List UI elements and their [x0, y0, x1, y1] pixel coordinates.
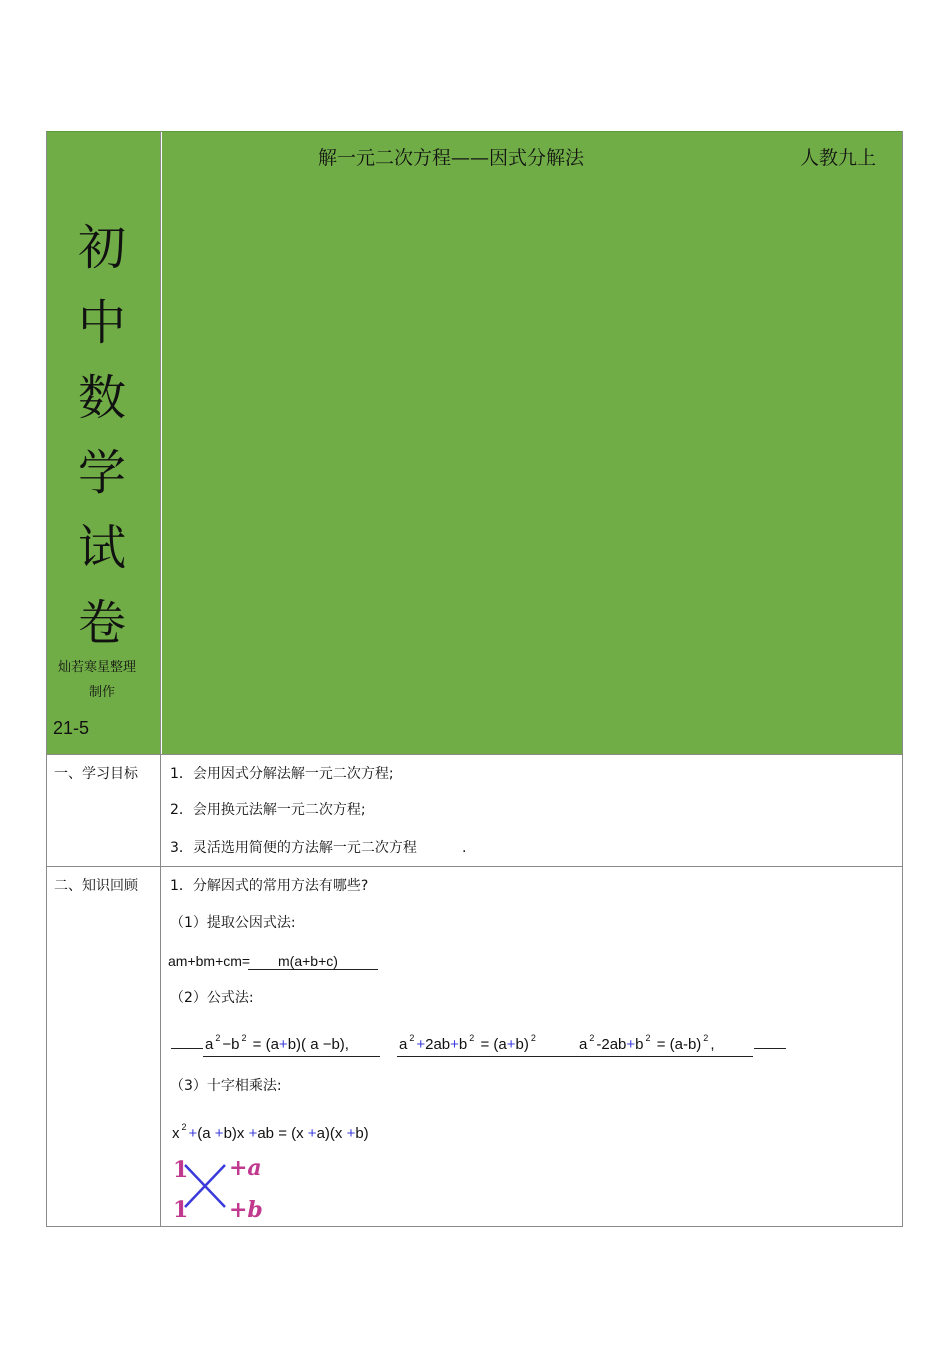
table-left-border	[46, 131, 47, 1227]
method1-answer: m(a+b+c)	[278, 953, 338, 969]
sidebar-char-6: 卷	[77, 595, 126, 651]
goal-item-3: 3．灵活选用简便的方法解一元二次方程	[170, 840, 417, 856]
table-top-border	[46, 131, 903, 132]
cross-left-bottom: 1	[173, 1197, 189, 1223]
cross-right-bottom: +b	[229, 1197, 263, 1223]
row-divider-1	[46, 754, 903, 755]
author-line-2: 制作	[89, 685, 116, 700]
formula-blank-right	[754, 1048, 786, 1049]
sidebar-char-5: 试	[77, 520, 126, 576]
review-question: 1．分解因式的常用方法有哪些?	[170, 878, 369, 894]
formula-underline-1	[203, 1056, 380, 1057]
method3-label: （3）十字相乘法:	[170, 1078, 282, 1094]
row-divider-2	[46, 866, 903, 867]
doc-code: 21-5	[53, 718, 90, 738]
cross-multiplication-diagram	[170, 1155, 270, 1225]
edition-label: 人教九上	[800, 147, 877, 169]
page-title: 解一元二次方程——因式分解法	[318, 147, 585, 169]
formula-underline-2	[397, 1056, 753, 1057]
formula-perfect-square-plus: a $^2$ +2ab+b $^2$ = (a+b) $^2$	[399, 1033, 536, 1053]
method1-label: （1）提取公因式法:	[170, 915, 296, 931]
goal-item-3-dot: .	[462, 840, 467, 856]
goal-item-1: 1．会用因式分解法解一元二次方程;	[170, 766, 394, 782]
section1-label: 一、学习目标	[54, 766, 138, 782]
header-main-block	[162, 131, 903, 754]
sidebar-char-4: 学	[77, 445, 126, 501]
sidebar-char-3: 数	[77, 370, 126, 426]
table-column-divider	[160, 131, 161, 1227]
formula-blank-left	[171, 1048, 203, 1049]
author-line-1: 灿若寒星整理	[58, 660, 137, 675]
goal-item-2: 2．会用换元法解一元二次方程;	[170, 802, 366, 818]
method1-answer-underline	[248, 969, 378, 970]
sidebar-char-1: 初	[77, 220, 126, 276]
formula-perfect-square-minus: a $^2$ -2ab+b $^2$ = (a-b) $^2$ ,	[579, 1033, 715, 1053]
cross-right-top: +a	[229, 1155, 262, 1181]
table-right-border	[902, 131, 903, 1227]
sidebar-char-2: 中	[77, 295, 126, 351]
method1-lhs: am+bm+cm=	[168, 953, 251, 969]
formula-difference-of-squares: a $^2$ −b $^2$ = (a+b)( a −b),	[205, 1033, 349, 1053]
method2-label: （2）公式法:	[170, 990, 254, 1006]
table-bottom-border	[46, 1226, 903, 1227]
section2-label: 二、知识回顾	[54, 878, 138, 894]
formula-cross-multiplication: x $^2$ +(a +b)x +ab = (x +a)(x +b)	[172, 1122, 369, 1142]
cross-left-top: 1	[173, 1157, 189, 1183]
